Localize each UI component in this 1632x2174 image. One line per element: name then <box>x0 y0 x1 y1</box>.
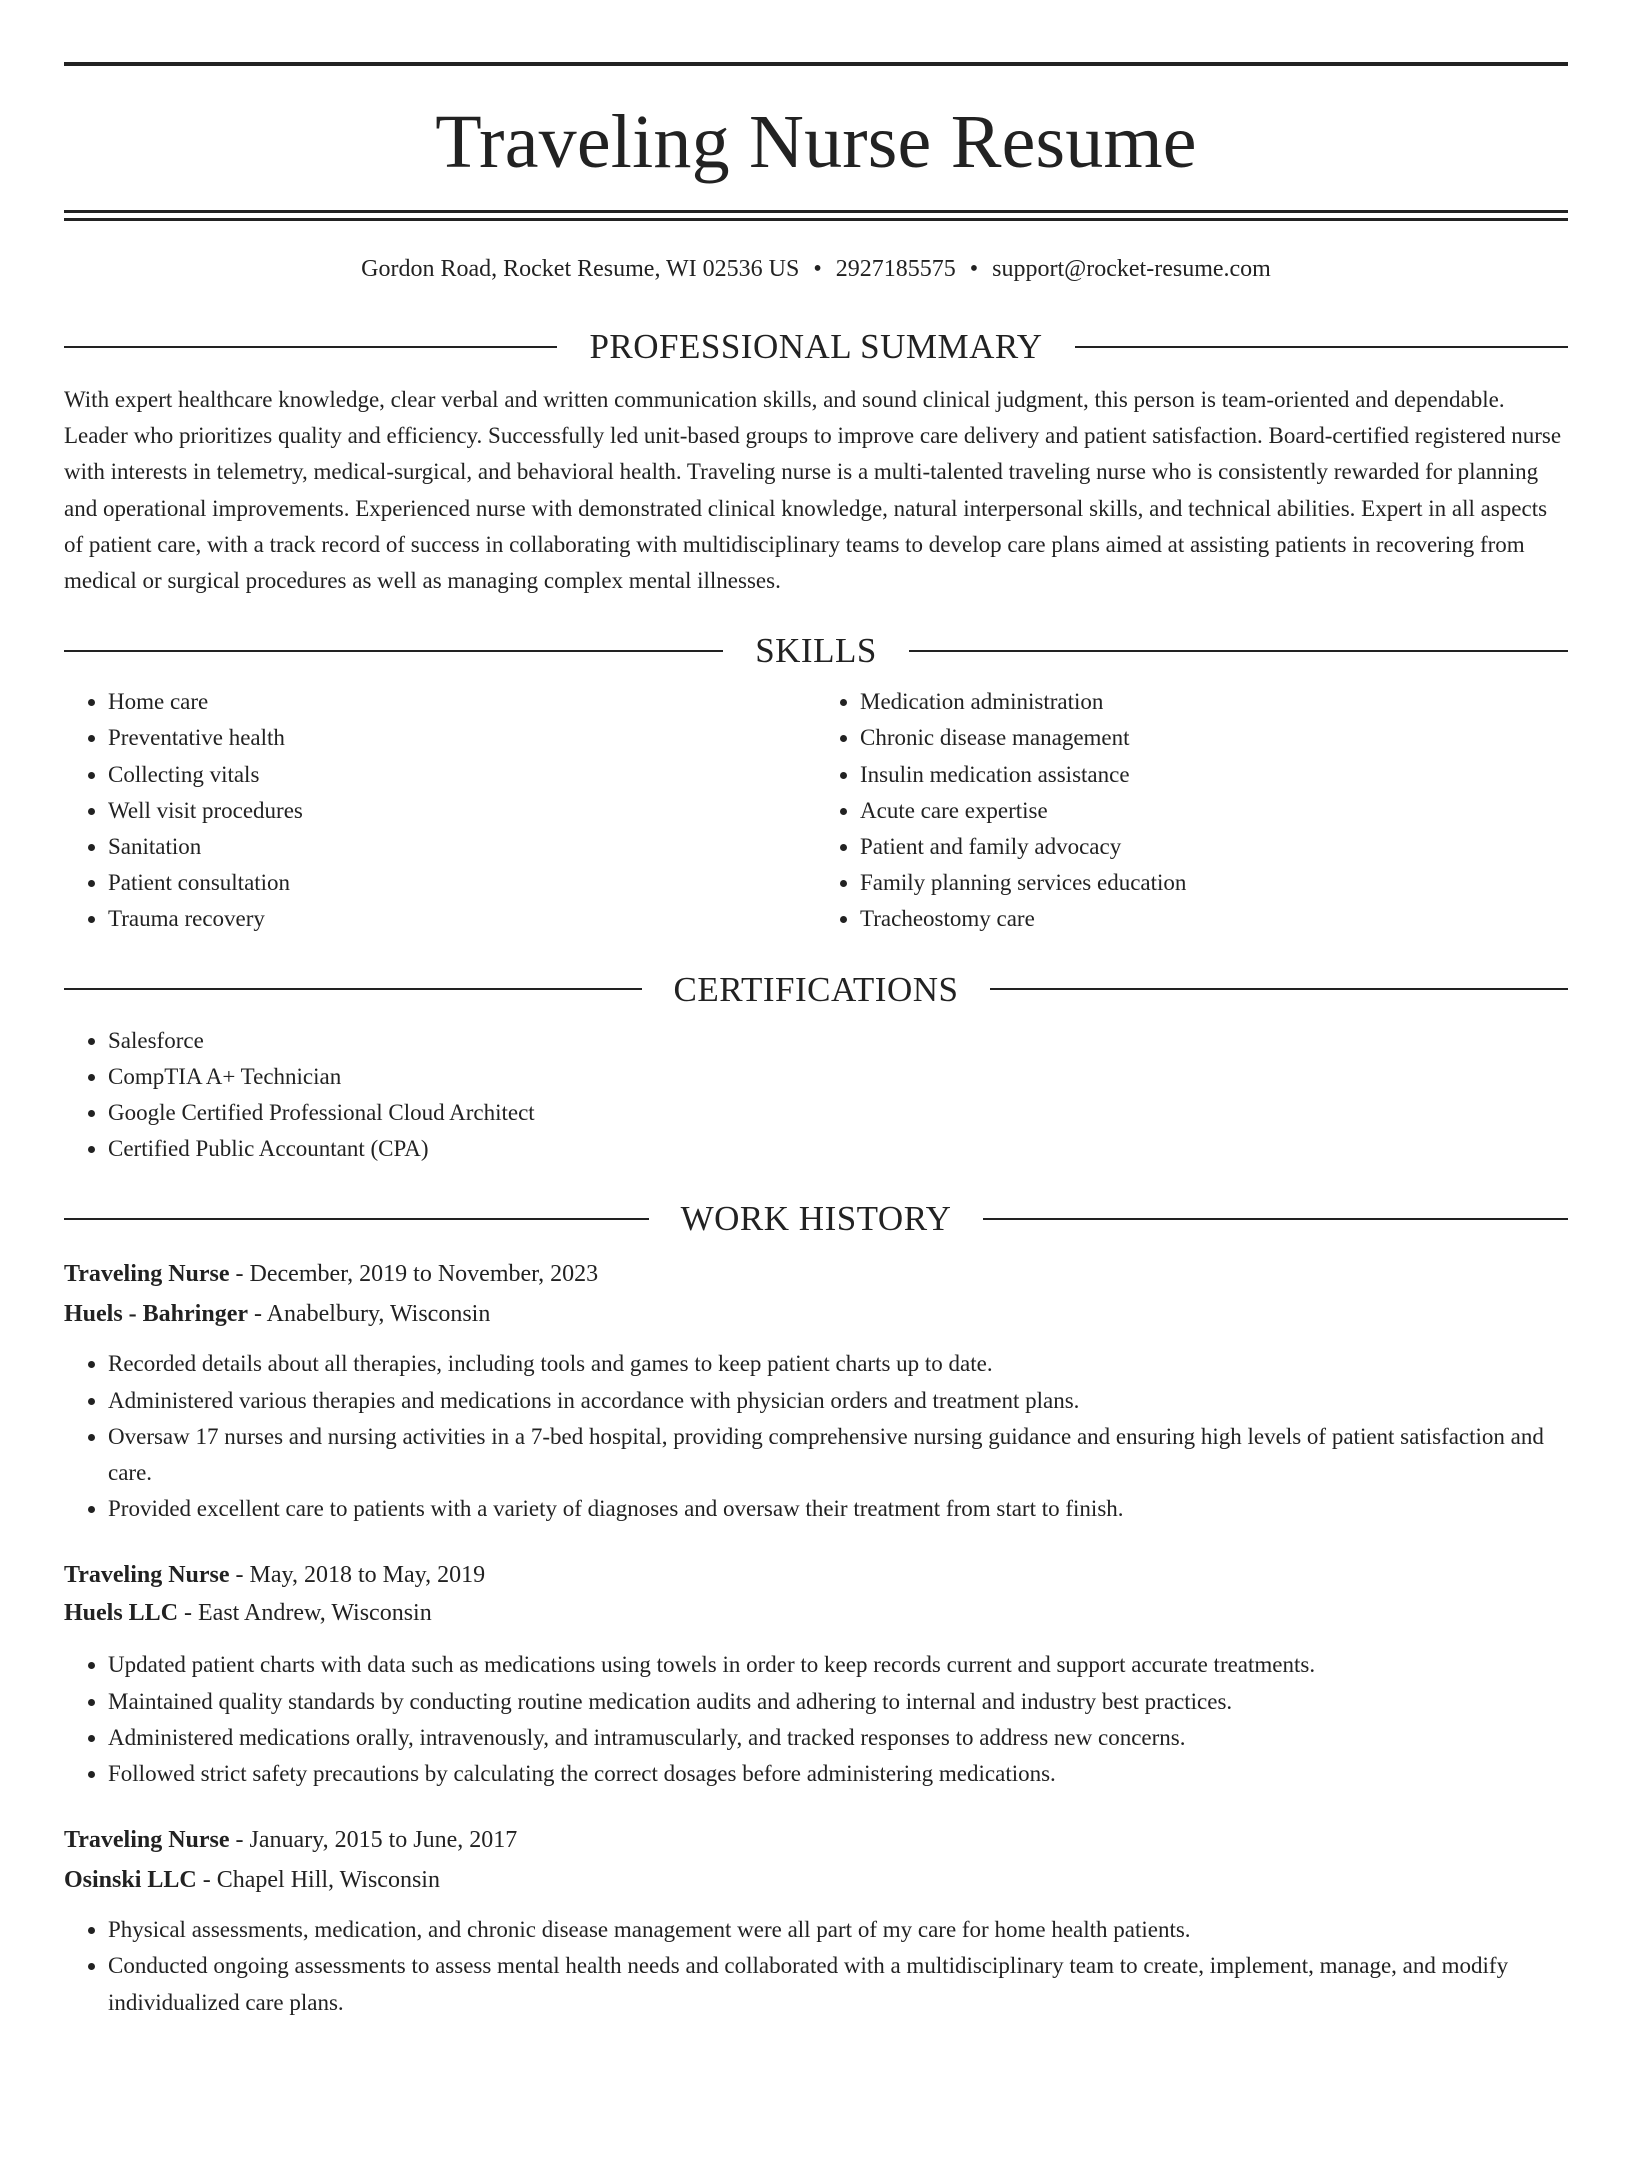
job-heading <box>64 1563 1568 1587</box>
section-rule <box>990 988 1568 990</box>
section-header-work-history <box>64 1199 1568 1239</box>
job-bullets <box>64 1647 1568 1792</box>
contact-separator: • <box>813 256 822 282</box>
certification-item: • Salesforce <box>108 1023 1568 1059</box>
job-heading <box>64 1262 1568 1286</box>
skills-columns <box>64 684 1568 937</box>
section-rule <box>64 346 557 348</box>
skill-item: • Family planning services education <box>860 865 1568 901</box>
section-title-summary: PROFESSIONAL SUMMARY <box>589 327 1043 366</box>
job-bullet: • Physical assessments, medication, and chronic disease management were all part of my care for home health patients. <box>108 1912 1568 1948</box>
skill-item: • Preventative health <box>108 720 816 756</box>
resume-title: Traveling Nurse Resume <box>435 100 1197 184</box>
certification-item: • Certified Public Accountant (CPA) <box>108 1131 1568 1167</box>
section-header-summary <box>64 329 1568 364</box>
certifications-list <box>64 1023 1568 1168</box>
job-bullet: • Updated patient charts with data such as medications using towels in order to keep records current and support accurate treatments. <box>108 1647 1568 1683</box>
job-employer-line <box>64 1868 1568 1892</box>
title-double-rule <box>64 210 1568 221</box>
skill-item: • Collecting vitals <box>108 757 816 793</box>
section-rule <box>64 650 723 652</box>
resume-page <box>0 62 1632 2174</box>
job-entry <box>64 1563 1568 1792</box>
job-bullet: • Maintained quality standards by conducting routine medication audits and adhering to internal and industry best practices. <box>108 1684 1568 1720</box>
certification-item: • CompTIA A+ Technician <box>108 1059 1568 1095</box>
section-header-skills <box>64 631 1568 671</box>
job-employer-line <box>64 1302 1568 1326</box>
top-rule <box>64 62 1568 66</box>
job-bullet: • Conducted ongoing assessments to assess mental health needs and collaborated with a multidisciplinary team to create, implement, manage, and modify individualized care plans. <box>108 1948 1568 2020</box>
job-bullets <box>64 1912 1568 2021</box>
job-dates: - January, 2015 to June, 2017 <box>229 1827 518 1854</box>
skill-item: • Tracheostomy care <box>860 901 1568 937</box>
job-heading <box>64 1828 1568 1852</box>
section-title-work-history: WORK HISTORY <box>680 1199 952 1239</box>
job-bullets <box>64 1346 1568 1527</box>
skill-item: • Patient and family advocacy <box>860 829 1568 865</box>
contact-email: support@rocket-resume.com <box>992 256 1271 282</box>
skill-item: • Home care <box>108 684 816 720</box>
job-bullet: • Recorded details about all therapies, including tools and games to keep patient charts up to date. <box>108 1346 1568 1382</box>
job-dates: - December, 2019 to November, 2023 <box>229 1261 599 1288</box>
job-location: - Chapel Hill, Wisconsin <box>196 1867 440 1894</box>
contact-phone: 2927185575 <box>835 256 956 282</box>
section-header-certifications <box>64 969 1568 1009</box>
skill-item: • Patient consultation <box>108 865 816 901</box>
job-bullet: • Followed strict safety precautions by calculating the correct dosages before administering medications. <box>108 1756 1568 1792</box>
job-bullet: • Administered various therapies and medications in accordance with physician orders and treatment plans. <box>108 1383 1568 1419</box>
job-dates: - May, 2018 to May, 2019 <box>229 1562 486 1589</box>
contact-address: Gordon Road, Rocket Resume, WI 02536 US <box>361 256 800 282</box>
job-employer: Huels - Bahringer <box>64 1301 248 1328</box>
job-entry <box>64 1828 1568 2021</box>
job-employer: Osinski LLC <box>64 1867 197 1894</box>
job-location: - Anabelbury, Wisconsin <box>248 1301 491 1328</box>
skill-item: • Well visit procedures <box>108 793 816 829</box>
section-rule <box>64 988 642 990</box>
contact-separator: • <box>969 256 979 282</box>
section-rule <box>909 650 1568 652</box>
section-rule <box>983 1218 1568 1220</box>
skill-item: • Insulin medication assistance <box>860 757 1568 793</box>
job-role: Traveling Nurse <box>64 1562 230 1589</box>
job-location: - East Andrew, Wisconsin <box>178 1600 432 1627</box>
skill-item: • Sanitation <box>108 829 816 865</box>
section-title-skills: SKILLS <box>755 631 877 671</box>
section-title-certifications: CERTIFICATIONS <box>673 969 959 1009</box>
job-bullet: • Provided excellent care to patients with a variety of diagnoses and oversaw their treatment from start to finish. <box>108 1491 1568 1527</box>
section-rule <box>1075 346 1568 348</box>
skill-item: • Acute care expertise <box>860 793 1568 829</box>
job-entry <box>64 1262 1568 1527</box>
skills-list-right <box>816 684 1568 937</box>
job-bullet: • Administered medications orally, intravenously, and intramuscularly, and tracked responses to address new concerns. <box>108 1720 1568 1756</box>
job-employer: Huels LLC <box>64 1600 179 1627</box>
skill-item: • Trauma recovery <box>108 901 816 937</box>
certification-item: • Google Certified Professional Cloud Architect <box>108 1095 1568 1131</box>
skills-list-left <box>64 684 816 937</box>
job-role: Traveling Nurse <box>64 1261 230 1288</box>
section-rule <box>64 1218 649 1220</box>
job-bullet: • Oversaw 17 nurses and nursing activities in a 7-bed hospital, providing comprehensive nursing guidance and ensuring high levels of patient satisfaction and care. <box>108 1419 1568 1491</box>
contact-line <box>64 257 1568 281</box>
skill-item: • Chronic disease management <box>860 720 1568 756</box>
job-employer-line <box>64 1601 1568 1625</box>
job-role: Traveling Nurse <box>64 1827 230 1854</box>
skill-item: • Medication administration <box>860 684 1568 720</box>
summary-paragraph: With expert healthcare knowledge, clear verbal and written communication skills, and sound clinical judgment, this person is team-oriented and dependable. Leader who prioritizes quality and efficiency. Successfully led unit-based groups to improve care delivery and patient satisfaction. Board-certified registered nurse with interests in telemetry, medical-surgical, and behavioral health. Traveling nurse is a multi-talented traveling nurse who is consistently rewarded for planning and operational improvements. Experienced nurse with demonstrated clinical knowledge, natural interpersonal skills, and technical abilities. Expert in all aspects of patient care, with a track record of success in collaborating with multidisciplinary teams to develop care plans aimed at assisting patients in recovering from medical or surgical procedures as well as managing complex mental illnesses. <box>64 387 1562 594</box>
